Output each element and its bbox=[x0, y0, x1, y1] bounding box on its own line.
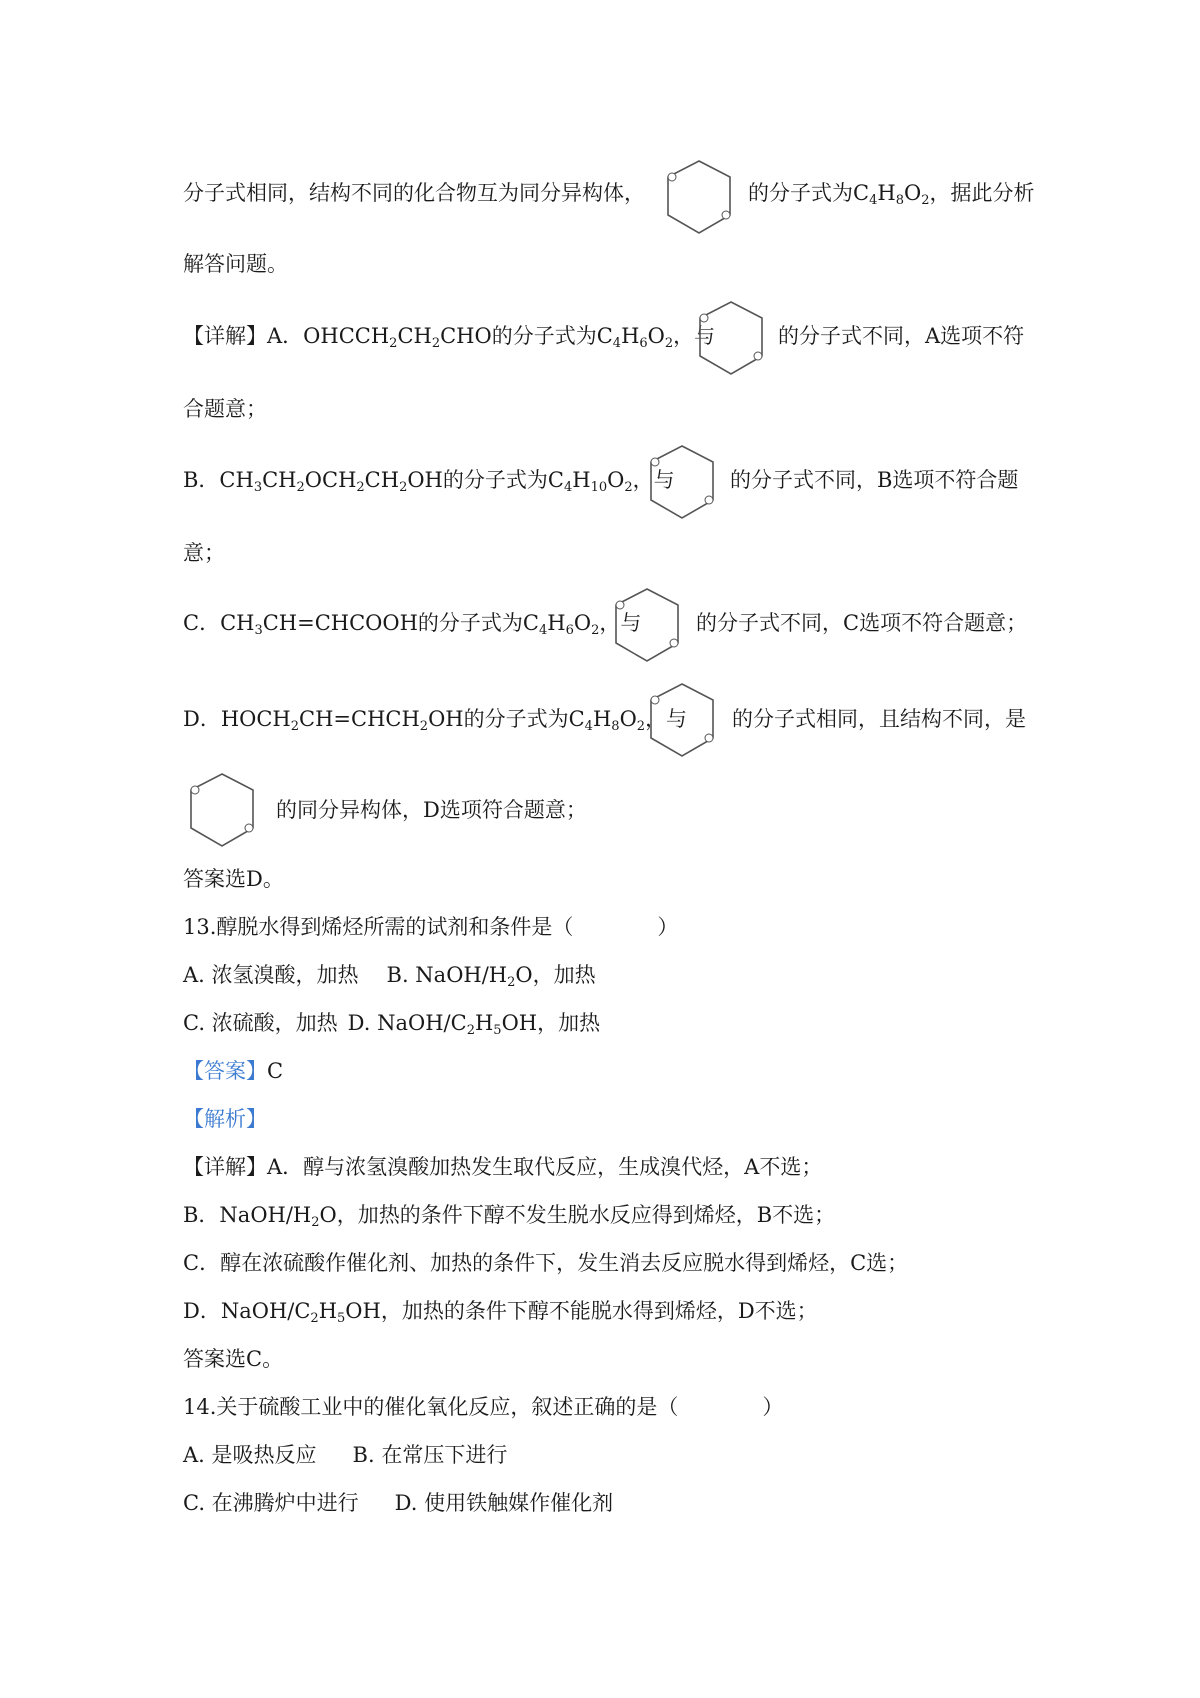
q13-analysis-label: 【解析】 bbox=[183, 1107, 267, 1131]
dioxane-structure-icon bbox=[643, 678, 721, 762]
dioxane-structure-icon bbox=[643, 440, 721, 524]
q13-detail-c: C．醇在浓硫酸作催化剂、加热的条件下，发生消去反应脱水得到烯烃，C选； bbox=[183, 1251, 909, 1275]
q14-options-ab: A. 是吸热反应 B. 在常压下进行 bbox=[183, 1443, 508, 1467]
detail-b-cont: 意； bbox=[183, 541, 225, 565]
dioxane-structure-icon bbox=[692, 296, 770, 380]
detail-b-line: B．$CH_3CH_2OCH_2CH_2OH$的分子式为$C_4H_{10}O_2$，与 bbox=[183, 468, 675, 495]
dioxane-structure-icon bbox=[660, 155, 738, 239]
detail-a-tail: 的分子式不同，A选项不符 bbox=[778, 324, 1025, 348]
q13-detail-d: D．NaOH/$C_2H_5OH$，加热的条件下醇不能脱水得到烯烃，D不选； bbox=[183, 1299, 818, 1326]
q13-detail-a: 【详解】A．醇与浓氢溴酸加热发生取代反应，生成溴代烃，A不选； bbox=[183, 1155, 823, 1179]
q14-options-cd: C. 在沸腾炉中进行 D. 使用铁触媒作催化剂 bbox=[183, 1491, 614, 1515]
intro-line-2: 解答问题。 bbox=[183, 252, 288, 276]
q13-options-ab: A. 浓氢溴酸，加热 B. NaOH/$H_2O$，加热 bbox=[183, 963, 596, 990]
detail-a-cont: 合题意； bbox=[183, 397, 267, 421]
dioxane-structure-icon bbox=[608, 583, 686, 667]
dioxane-structure-icon bbox=[183, 768, 261, 852]
detail-c-line: C．$CH_3CH=CHCOOH$的分子式为$C_4H_6O_2$，与 bbox=[183, 611, 642, 638]
detail-d-line: D．$HOCH_2CH=CHCH_2OH$的分子式为$C_4H_8O_2$，与 bbox=[183, 707, 688, 734]
q13-options-cd: C. 浓硫酸，加热 D. NaOH/$C_2H_5OH$，加热 bbox=[183, 1011, 601, 1038]
detail-b-tail: 的分子式不同，B选项不符合题 bbox=[730, 468, 1019, 492]
detail-c-tail: 的分子式不同，C选项不符合题意； bbox=[696, 611, 1028, 635]
detail-a-line: 【详解】A．$OHCCH_2CH_2CHO$的分子式为$C_4H_6O_2$，与 bbox=[183, 324, 716, 351]
detail-d-tail: 的分子式相同，且结构不同，是 bbox=[732, 707, 1026, 731]
q13-answer: 【答案】C bbox=[183, 1059, 284, 1083]
detail-d-cont: 的同分异构体，D选项符合题意； bbox=[276, 798, 587, 822]
q12-answer: 答案选D。 bbox=[183, 867, 284, 891]
q13-stem: 13.醇脱水得到烯烃所需的试剂和条件是（ ） bbox=[183, 915, 679, 939]
intro-line-1: 分子式相同，结构不同的化合物互为同分异构体， bbox=[183, 181, 645, 205]
q13-final-answer: 答案选C。 bbox=[183, 1347, 284, 1371]
q13-detail-b: B．NaOH/$H_2O$，加热的条件下醇不发生脱水反应得到烯烃，B不选； bbox=[183, 1203, 836, 1230]
intro-line-1-tail: 的分子式为$C_4H_8O_2$，据此分析 bbox=[748, 181, 1035, 208]
q14-stem: 14.关于硫酸工业中的催化氧化反应，叙述正确的是（ ） bbox=[183, 1395, 784, 1419]
